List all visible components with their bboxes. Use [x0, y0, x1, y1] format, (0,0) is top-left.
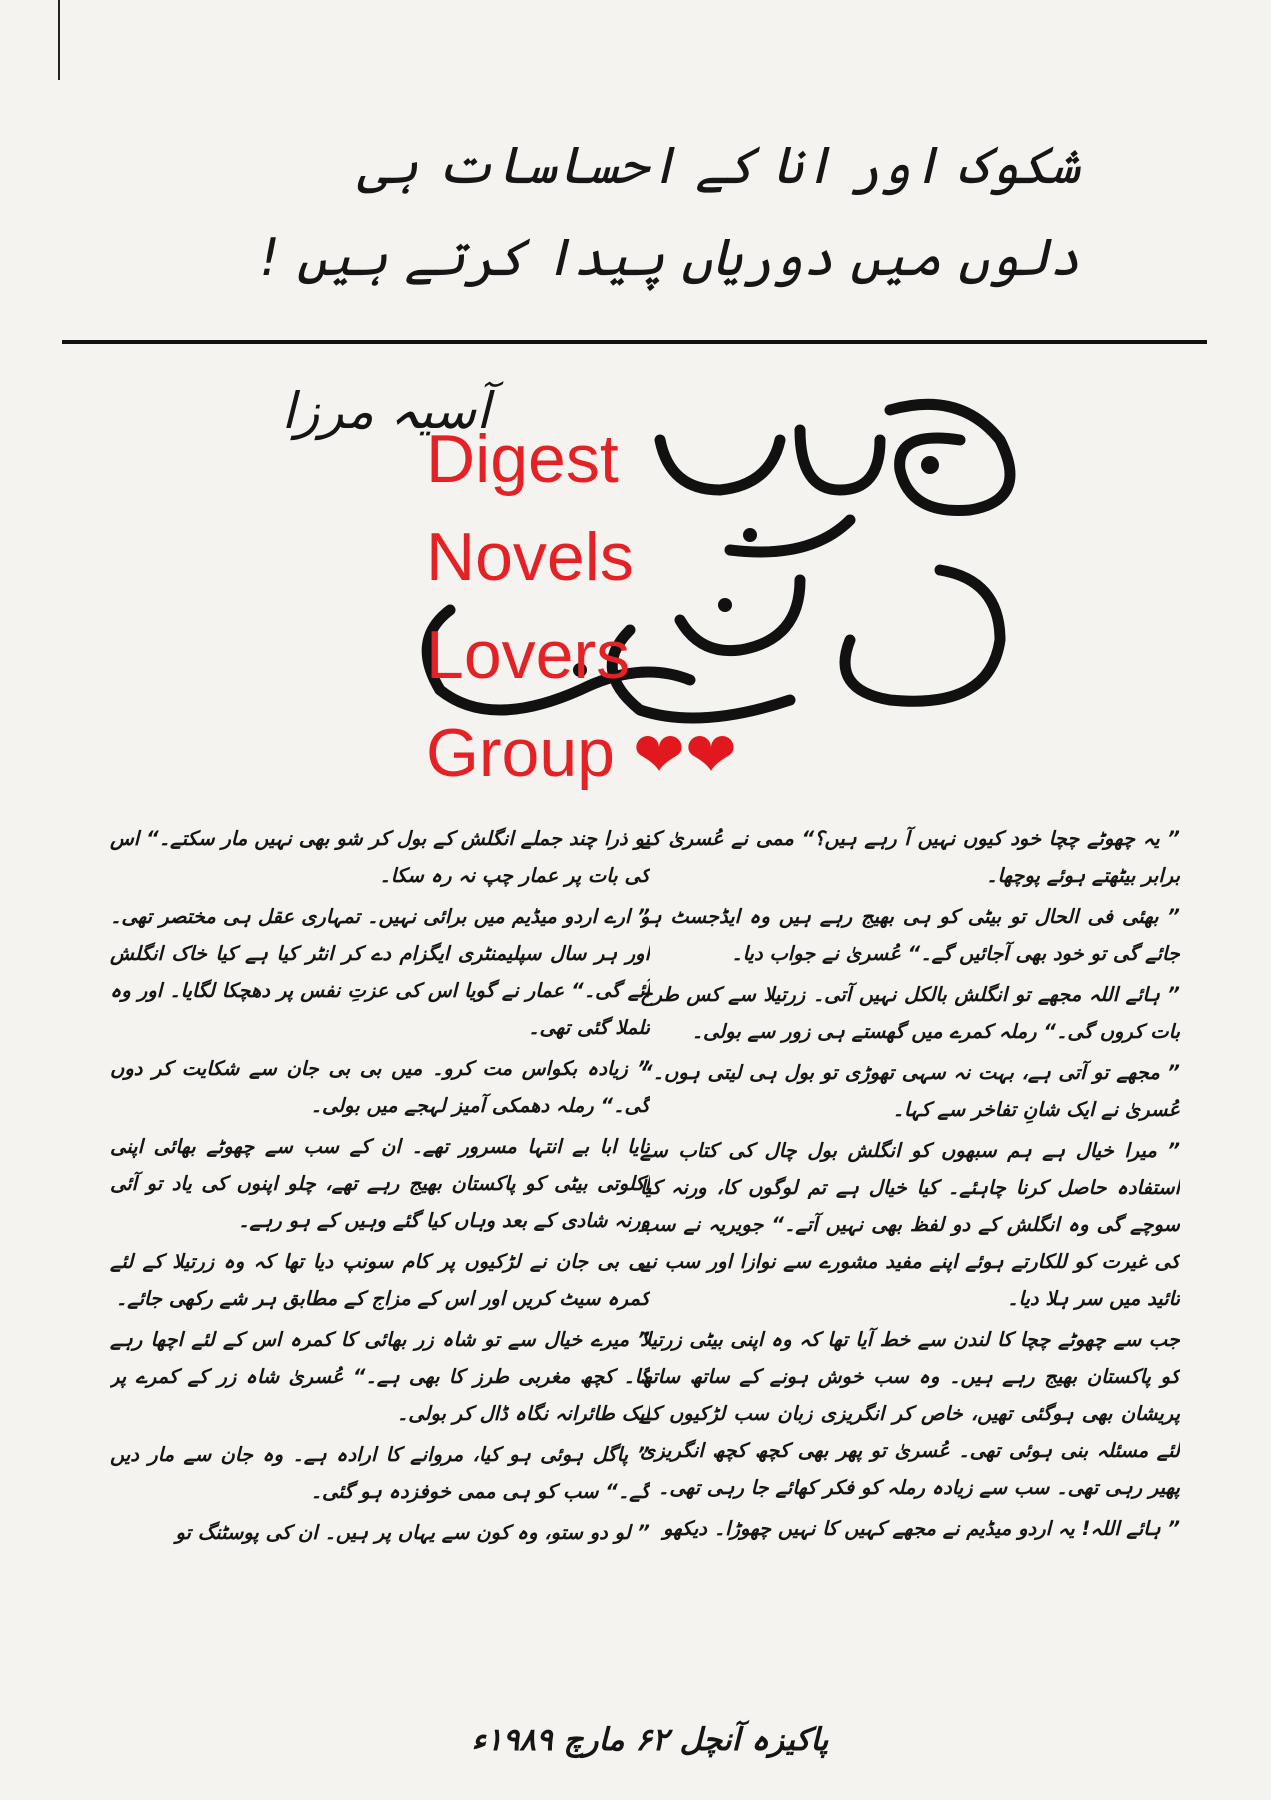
headline	[240, 120, 1080, 320]
heart-icon: ❤❤	[633, 721, 737, 790]
paragraph: تایا ابا بے انتہا مسرور تھے۔ ان کے سب سے چھوٹے بھائی اپنی اکلوتی بیٹی کو پاکستان بھیج رہے تھے، چلو اپنوں کی یاد تو آئی ورنہ شادی کے بعد وہاں کیا گئے وہیں کے ہو رہے۔	[110, 1135, 650, 1232]
watermark-line-4	[426, 704, 886, 805]
paragraph: ” پاگل ہوئی ہو کیا، مروانے کا ارادہ ہے۔ وہ جان سے مار دیں گے۔“ سب کو ہی ممی خوفزدہ ہو گئی۔	[110, 1443, 650, 1503]
right-column	[640, 820, 1180, 1690]
paragraph: ” میرے خیال سے تو شاہ زر بھائی کا کمرہ اس کے لئے اچھا رہے گا۔ کچھ مغربی طرز کا بھی ہے۔“ عُسریٰ شاہ زر کے کمرے پر ایک طائرانہ نگاہ ڈال کر بولی۔	[110, 1328, 650, 1425]
paragraph: ” ہائے اللہ مجھے تو انگلش بالکل نہیں آتی۔ زرتیلا سے کس طرح بات کروں گی۔“ رملہ کمرے میں گھستے ہی زور سے بولی۔	[640, 983, 1180, 1043]
divider-rule	[62, 340, 1207, 344]
paragraph: ” میرا خیال ہے ہم سبھوں کو انگلش بول چال کی کتاب سے استفادہ حاصل کرنا چاہئے۔ کیا خیال ہے تم لوگوں کا، ورنہ کیا سوچے گی وہ انگلش کے دو لفظ بھی نہیں آتے۔“ جویریہ نے سب کی غیرت کو للکارتے ہوئے اپنے مفید مشورے سے نوازا اور سب نے تائید میں سر ہلا دیا۔	[640, 1139, 1180, 1310]
paragraph: ” ہائے اللہ! یہ اردو میڈیم نے مجھے کہیں کا نہیں چھوڑا۔ دیکھو	[663, 1517, 1180, 1540]
paragraph: ” بھئی فی الحال تو بیٹی کو ہی بھیج رہے ہیں وہ ایڈجسٹ ہو جائے گی تو خود بھی آجائیں گے۔“ عُسریٰ نے جواب دیا۔	[640, 905, 1180, 965]
watermark	[426, 410, 886, 830]
author-name: آسیہ مرزا	[281, 382, 490, 440]
headline-line-2: دلوں میں دوریاں پیدا کرتے ہیں !	[259, 228, 1080, 288]
paragraph: ” یہ چھوٹے چچا خود کیوں نہیں آ رہے ہیں؟“ ممی نے عُسریٰ کے برابر بیٹھتے ہوئے پوچھا۔	[640, 827, 1180, 887]
paragraph: جب سے چھوٹے چچا کا لندن سے خط آیا تھا کہ وہ اپنی بیٹی زرتیلا کو پاکستان بھیج رہے ہیں۔ وہ سب خوش ہونے کے ساتھ ساتھ پریشان بھی ہوگئی تھیں، خاص کر انگریزی زبان سب لڑکیوں کے لئے مسئلہ بنی ہوئی تھی۔ عُسریٰ تو پھر بھی کچھ کچھ انگریزی پھیر رہی تھی۔ سب سے زیادہ رملہ کو فکر کھائے جا رہی تھی۔	[640, 1328, 1180, 1499]
paragraph: بی بی جان نے لڑکیوں پر کام سونپ دیا تھا کہ وہ زرتیلا کے لئے کمرہ سیٹ کریں اور اس کے مزاج کے مطابق ہر شے رکھی جائے۔	[110, 1250, 650, 1310]
watermark-line-1: Digest	[426, 421, 619, 497]
paragraph: ” ارے اردو میڈیم میں برائی نہیں۔ تمہاری عقل ہی مختصر تھی۔ اور ہر سال سپلیمنٹری ایگزام دے کر انٹر کیا ہے کیا خاک انگلش آئے گی۔“ عمار نے گویا اس کی عزتِ نفس پر دھچکا لگایا۔ اور وہ تلملا گئی تھی۔	[110, 905, 650, 1039]
paragraph: ” زیادہ بکواس مت کرو۔ میں بی بی جان سے شکایت کر دوں گی۔“ رملہ دھمکی آمیز لہجے میں بولی۔	[110, 1057, 650, 1117]
paragraph: تو ذرا چند جملے انگلش کے بول کر شو بھی نہیں مار سکتے۔“ اس کی بات پر عمار چپ نہ رہ سکا۔	[110, 827, 650, 887]
left-column	[110, 820, 650, 1690]
headline-line-1: شکوک اور انا کے احساسات ہی	[357, 136, 1080, 196]
scan-edge-line	[58, 0, 60, 80]
watermark-line-3: Lovers	[426, 617, 631, 693]
paragraph: ” لو دو ستو، وہ کون سے یہاں پر ہیں۔ ان کی پوسٹنگ تو	[175, 1521, 650, 1544]
watermark-group-word: Group	[426, 715, 615, 791]
paragraph: ” مجھے تو آتی ہے، بہت نہ سہی تھوڑی تو بول ہی لیتی ہوں۔“ عُسریٰ نے ایک شانِ تفاخر سے کہا۔	[640, 1061, 1180, 1121]
page-footer: پاکیزہ آنچل ۶۲ مارچ ۱۹۸۹ء	[471, 1722, 829, 1758]
watermark-line-2: Novels	[426, 519, 634, 595]
